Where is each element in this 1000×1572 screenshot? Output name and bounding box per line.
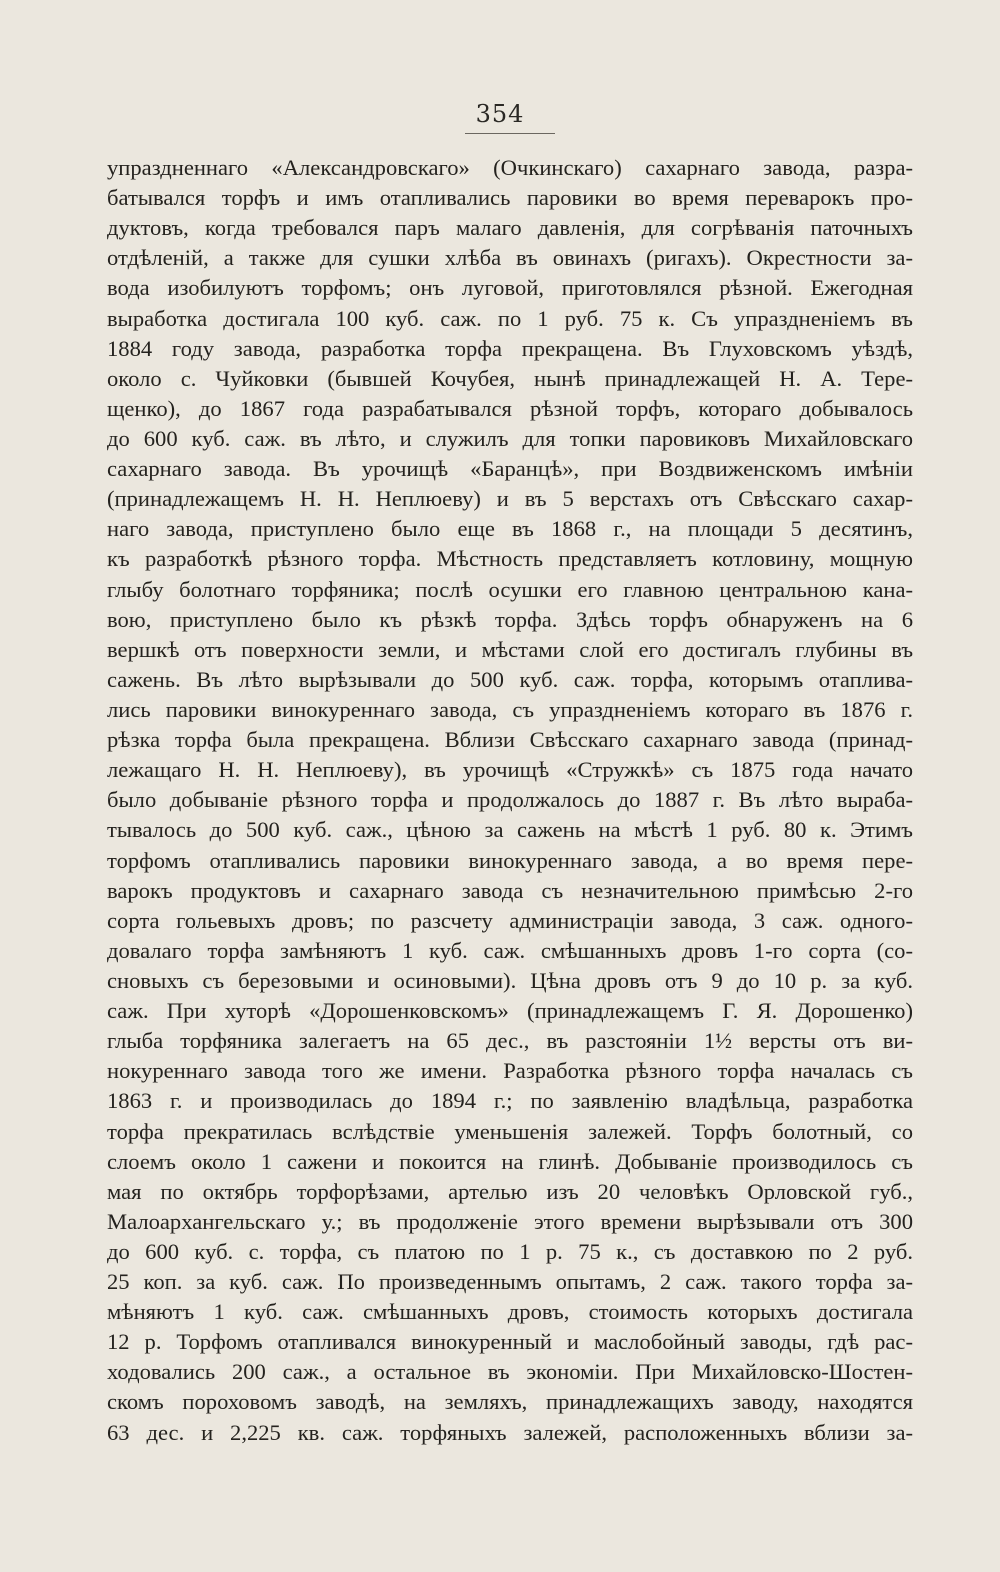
- text-line: отдѣленій, а также для сушки хлѣба въ овинахъ (ригахъ). Окрестности за-: [107, 245, 913, 271]
- text-line: мѣняютъ 1 куб. саж. смѣшанныхъ дровъ, стоимость которыхъ достигала: [107, 1299, 913, 1325]
- text-line: тывалось до 500 куб. саж., цѣною за сажень на мѣстѣ 1 руб. 80 к. Этимъ: [107, 817, 913, 843]
- text-line: вода изобилуютъ торфомъ; онъ луговой, приготовлялся рѣзной. Ежегодная: [107, 275, 913, 301]
- text-line: 63 дес. и 2,225 кв. саж. торфяныхъ залежей, расположенныхъ вблизи за-: [107, 1419, 913, 1445]
- page-number-rule: [465, 133, 555, 134]
- text-line: вою, приступлено было къ рѣзкѣ торфа. Здѣсь торфъ обнаруженъ на 6: [107, 606, 913, 632]
- text-line: слоемъ около 1 сажени и покоится на глинѣ. Добываніе производилось съ: [107, 1148, 913, 1174]
- text-line: 25 коп. за куб. саж. По произведеннымъ опытамъ, 2 саж. такого торфа за-: [107, 1269, 913, 1295]
- text-line: нокуреннаго завода того же имени. Разработка рѣзного торфа началась съ: [107, 1058, 913, 1084]
- text-line: глыбу болотнаго торфяника; послѣ осушки его главною центральною кана-: [107, 576, 913, 602]
- text-line: саж. При хуторѣ «Дорошенковскомъ» (принадлежащемъ Г. Я. Дорошенко): [107, 998, 913, 1024]
- text-line: около с. Чуйковки (бывшей Кочубея, нынѣ принадлежащей Н. А. Тере-: [107, 365, 913, 391]
- page-number: 354: [475, 100, 525, 128]
- text-line: щенко), до 1867 года разрабатывался рѣзной торфъ, котораго добывалось: [107, 395, 913, 421]
- text-line: сахарнаго завода. Въ урочищѣ «Баранцѣ», при Воздвиженскомъ имѣніи: [107, 456, 913, 482]
- text-line: лежащаго Н. Н. Неплюеву), въ урочищѣ «Стружкѣ» съ 1875 года начато: [107, 757, 913, 783]
- text-line: варокъ продуктовъ и сахарнаго завода съ незначительною примѣсью 2-го: [107, 877, 913, 903]
- text-line: торфомъ отапливались паровики винокуреннаго завода, а во время пере-: [107, 847, 913, 873]
- text-line: вершкѣ отъ поверхности земли, и мѣстами слой его достигалъ глубины въ: [107, 636, 913, 662]
- text-line: довалаго торфа замѣняютъ 1 куб. саж. смѣшанныхъ дровъ 1-го сорта (со-: [107, 937, 913, 963]
- text-line: сажень. Въ лѣто вырѣзывали до 500 куб. саж. торфа, которымъ отаплива-: [107, 666, 913, 692]
- text-line: глыба торфяника залегаетъ на 65 дес., въ разстояніи 1½ версты отъ ви-: [107, 1028, 913, 1054]
- text-line: къ разработкѣ рѣзного торфа. Мѣстность представляетъ котловину, мощную: [107, 546, 913, 572]
- text-line: лись паровики винокуреннаго завода, съ упраздненіемъ котораго въ 1876 г.: [107, 696, 913, 722]
- text-line: скомъ пороховомъ заводѣ, на земляхъ, принадлежащихъ заводу, находятся: [107, 1389, 913, 1415]
- text-line: упраздненнаго «Александровскаго» (Очкинскаго) сахарнаго завода, разра-: [107, 155, 913, 180]
- text-line: сорта гольевыхъ дровъ; по разсчету администраціи завода, 3 саж. одного-: [107, 907, 913, 933]
- text-line: Малоархангельскаго у.; въ продолженіе этого времени вырѣзывали отъ 300: [107, 1208, 913, 1234]
- text-line: 1884 году завода, разработка торфа прекращена. Въ Глуховскомъ уѣздѣ,: [107, 335, 913, 361]
- text-line: 12 р. Торфомъ отапливался винокуренный и маслобойный заводы, гдѣ рас-: [107, 1329, 913, 1355]
- text-line: торфа прекратилась вслѣдствіе уменьшенія залежей. Торфъ болотный, со: [107, 1118, 913, 1144]
- text-line: наго завода, приступлено было еще въ 1868 г., на площади 5 десятинъ,: [107, 516, 913, 542]
- text-line: выработка достигала 100 куб. саж. по 1 руб. 75 к. Съ упраздненіемъ въ: [107, 305, 913, 331]
- text-line: (принадлежащемъ Н. Н. Неплюеву) и въ 5 верстахъ отъ Свѣсскаго сахар-: [107, 486, 913, 512]
- text-line: дуктовъ, когда требовался паръ малаго давленія, для согрѣванія паточныхъ: [107, 215, 913, 241]
- text-line: сновыхъ съ березовыми и осиновыми). Цѣна дровъ отъ 9 до 10 р. за куб.: [107, 967, 913, 993]
- text-line: до 600 куб. с. торфа, съ платою по 1 р. 75 к., съ доставкою по 2 руб.: [107, 1238, 913, 1264]
- text-line: до 600 куб. саж. въ лѣто, и служилъ для топки паровиковъ Михайловскаго: [107, 425, 913, 451]
- text-line: батывался торфъ и имъ отапливались паровики во время переварокъ про-: [107, 185, 913, 211]
- body-text: [107, 153, 913, 1448]
- text-line: 1863 г. и производилась до 1894 г.; по заявленію владѣльца, разработка: [107, 1088, 913, 1114]
- text-line: было добываніе рѣзного торфа и продолжалось до 1887 г. Въ лѣто выраба-: [107, 787, 913, 813]
- text-line: мая по октябрь торфорѣзами, артелью изъ 20 человѣкъ Орловской губ.,: [107, 1178, 913, 1204]
- text-line: рѣзка торфа была прекращена. Вблизи Свѣсскаго сахарнаго завода (принад-: [107, 727, 913, 753]
- text-line: ходовались 200 саж., а остальное въ экономіи. При Михайловско-Шостен-: [107, 1359, 913, 1385]
